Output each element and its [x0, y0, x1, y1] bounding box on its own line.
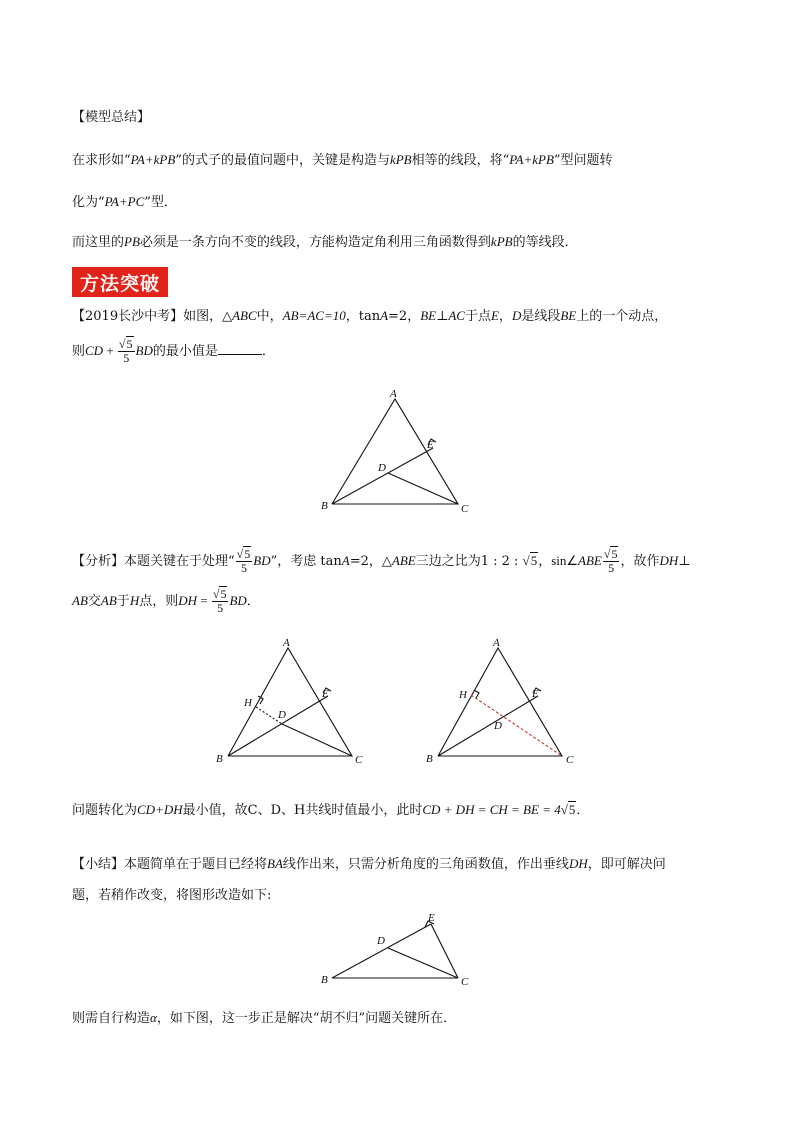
- fig2-label-A: A: [283, 637, 290, 649]
- fig2-label-H: H: [244, 697, 252, 709]
- problem-line-2: 则CD + $\frac{√5}{5}$ BD的最小值是 ．: [72, 337, 275, 365]
- fig1-label-C: C: [461, 503, 469, 515]
- fig3-label-A: A: [493, 637, 500, 649]
- fig3-label-H: H: [459, 689, 467, 701]
- fig1-label-A: A: [390, 388, 397, 400]
- fig4-label-E: E: [428, 912, 435, 924]
- summary-heading: 【模型总结】: [72, 110, 151, 125]
- problem-line-1: 【2019长沙中考】如图，△ABC中，AB=AC=10，tanA=2，BE⊥AC于点E，D是线段BE上的一个动点，: [72, 308, 668, 324]
- summary-paragraph-1: 在求形如“PA+kPB”的式子的最值问题中，关键是构造与kPB相等的线段，将“PA+kPB”型问题转: [72, 152, 613, 168]
- fig3-label-B: B: [426, 753, 433, 765]
- analysis-line-1: 【分析】本题关键在于处理“ $\frac{√5}{5}$ BD”，考虑 tanA=2，△ABE三边之比为1 : 2 : √5，sin∠ABE $\frac{√5}{5}$ ，故作DH⊥: [72, 547, 691, 575]
- analysis-fraction-2: $\frac{√5}{5}$: [603, 547, 618, 575]
- fig2-label-E: E: [322, 688, 329, 700]
- fig3-label-E: E: [532, 688, 539, 700]
- brief-line-2: 题，若稍作改变，将图形改造如下:: [72, 888, 272, 903]
- fig2-label-B: B: [216, 753, 223, 765]
- summary-paragraph-3: 而这里的PB必须是一条方向不变的线段，方能构造定角利用三角函数得到kPB的等线段．: [72, 234, 578, 250]
- method-breakthrough-banner: 方法突破: [72, 267, 168, 297]
- fig3-label-D: D: [494, 720, 502, 732]
- fig1-label-E: E: [427, 439, 434, 451]
- fig4-label-C: C: [461, 976, 469, 988]
- figure-3-triangle-collinear: [422, 636, 582, 768]
- fig2-label-C: C: [355, 754, 363, 766]
- figure-2-triangle-with-H: [212, 636, 372, 768]
- fig2-label-D: D: [278, 709, 286, 721]
- sqrt5-over-5-fraction: $\frac{√5}{5}$: [118, 337, 133, 365]
- brief-line-1: 【小结】本题简单在于题目已经将BA线作出来，只需分析角度的三角函数值，作出垂线DH，即可解决问: [72, 856, 666, 872]
- fig1-label-D: D: [378, 462, 386, 474]
- analysis-fraction-3: $\frac{√5}{5}$: [212, 587, 227, 615]
- fig4-label-B: B: [321, 974, 328, 986]
- fig3-label-C: C: [566, 754, 574, 766]
- brief-line-3: 则需自行构造α，如下图，这一步正是解决“胡不归”问题关键所在．: [72, 1010, 457, 1026]
- analysis-fraction-1: $\frac{√5}{5}$: [236, 547, 251, 575]
- analysis-line-2: AB交AB于H点，则DH = $\frac{√5}{5}$ BD．: [72, 587, 260, 615]
- fig4-label-D: D: [377, 935, 385, 947]
- answer-blank: [218, 342, 262, 355]
- figure-1-triangle: [318, 386, 478, 516]
- fig1-label-B: B: [321, 500, 328, 512]
- figure-4-modified: [318, 910, 478, 990]
- conclusion-line: 问题转化为CD+DH最小值，故C、D、H共线时值最小，此时CD + DH = CH = BE = 4√5．: [72, 802, 590, 818]
- summary-paragraph-2: 化为“PA+PC”型．: [72, 194, 177, 210]
